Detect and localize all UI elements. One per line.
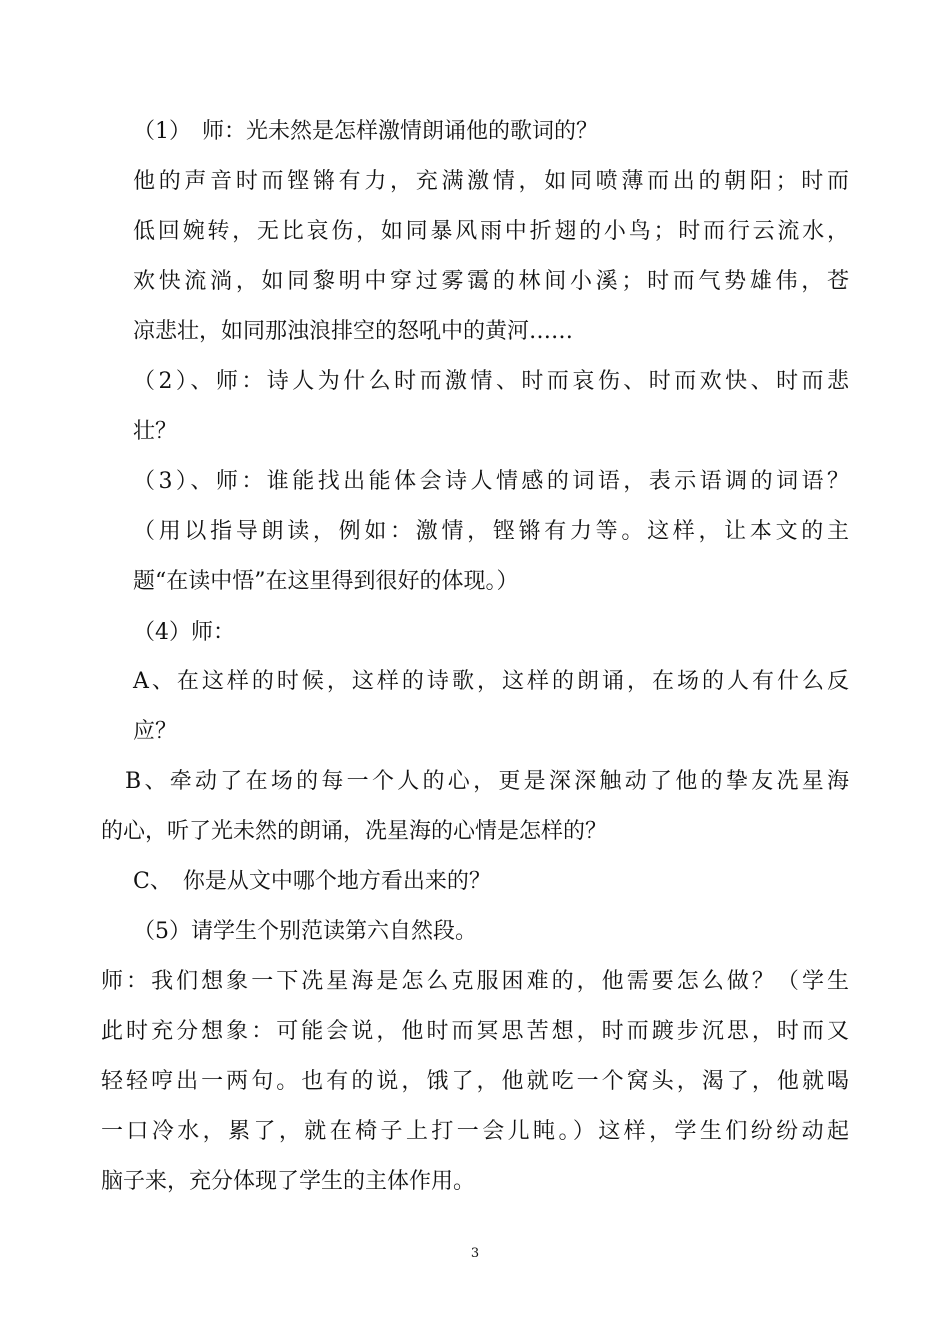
paragraph-line: 应？ [133,719,178,744]
question-1: （1） 师：光未然是怎样激情朗诵他的歌词的？ [133,119,598,144]
question-3: （3）、师：谁能找出能体会诗人情感的词语，表示语调的词语？ [133,469,849,494]
paragraph-line: 一口冷水，累了，就在椅子上打一会儿盹。）这样，学生们纷纷动起 [101,1119,849,1144]
question-2: （2）、师：诗人为什么时而激情、时而哀伤、时而欢快、时而悲 [133,369,849,394]
question-4: （4）师： [133,620,235,645]
question-4b: B、牵动了在场的每一个人的心，更是深深触动了他的挚友冼星海 [125,769,849,794]
paragraph-line: 师：我们想象一下冼星海是怎么克服困难的，他需要怎么做？（学生 [101,969,849,994]
paragraph-line: 壮？ [133,419,178,444]
paragraph-line: 题“在读中悟”在这里得到很好的体现。） [133,569,519,594]
paragraph-line: （用以指导朗读，例如：激情，铿锵有力等。这样，让本文的主 [133,519,849,544]
paragraph-line: 欢快流淌，如同黎明中穿过雾霭的林间小溪；时而气势雄伟，苍 [133,269,849,294]
paragraph-line: 的心，听了光未然的朗诵，冼星海的心情是怎样的？ [101,819,608,844]
paragraph-line: 低回婉转，无比哀伤，如同暴风雨中折翅的小鸟；时而行云流水， [133,219,849,244]
question-5: （5）请学生个别范读第六自然段。 [133,919,477,944]
paragraph-line: 凉悲壮，如同那浊浪排空的怒吼中的黄河…… [133,319,574,344]
paragraph-line: 他的声音时而铿锵有力，充满激情，如同喷薄而出的朝阳；时而 [133,169,849,194]
paragraph-line: 此时充分想象：可能会说，他时而冥思苦想，时而踱步沉思，时而又 [101,1019,849,1044]
paragraph-line: 轻轻哼出一两句。也有的说，饿了，他就吃一个窝头，渴了，他就喝 [101,1069,849,1094]
question-4a: A、在这样的时候，这样的诗歌，这样的朗诵，在场的人有什么反 [133,669,849,694]
question-4c: C、 你是从文中哪个地方看出来的？ [133,869,491,894]
page-number: 3 [470,1246,480,1261]
paragraph-line: 脑子来，充分体现了学生的主体作用。 [101,1169,476,1194]
